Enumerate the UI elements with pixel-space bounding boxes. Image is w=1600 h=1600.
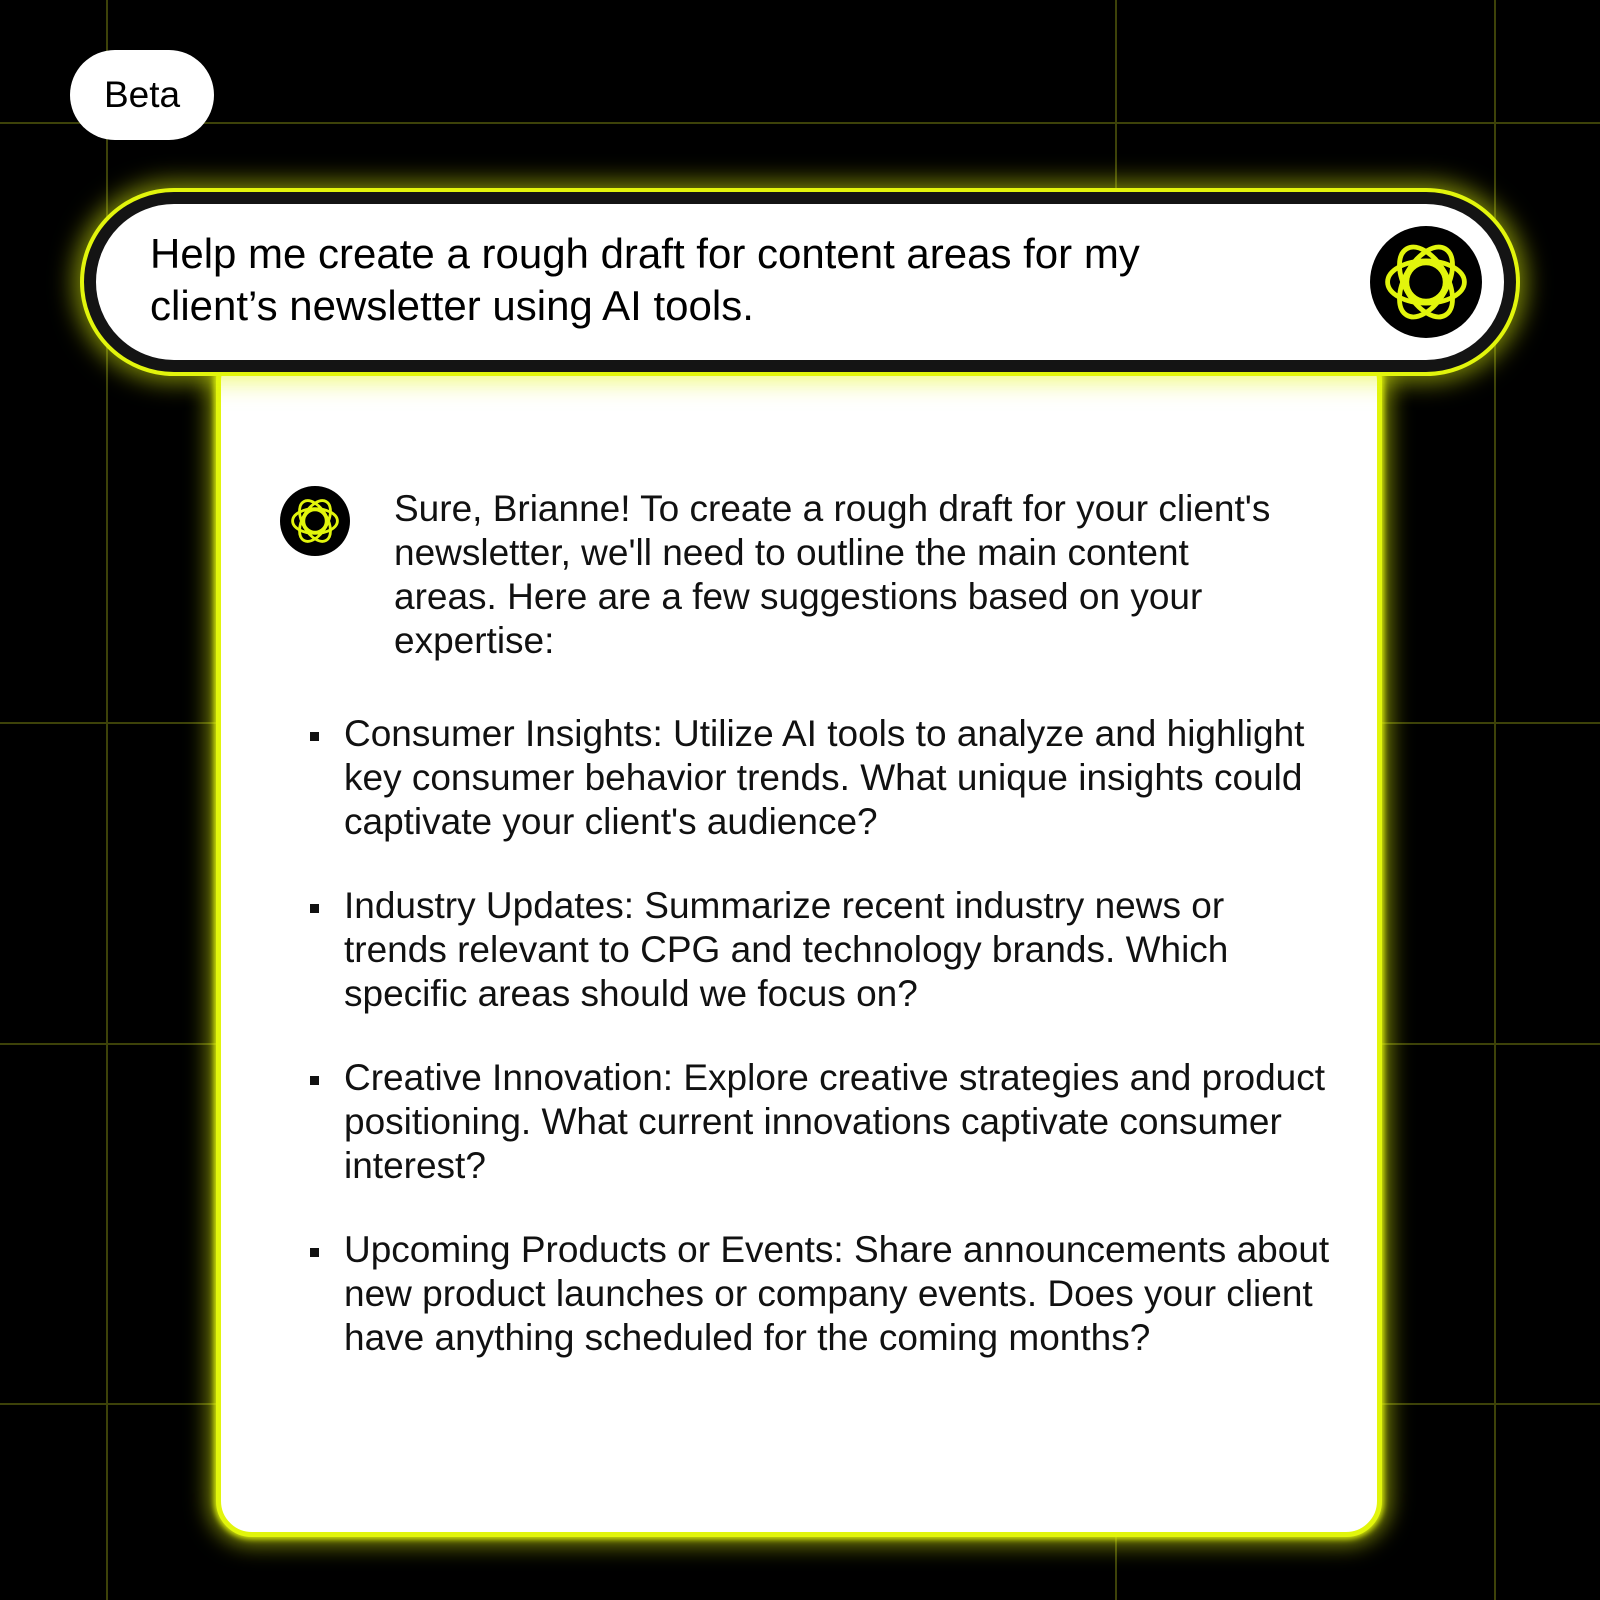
orbit-logo-icon [1378,234,1474,330]
bullet-icon [310,904,319,913]
beta-badge [70,50,214,140]
list-item [310,1228,1330,1360]
prompt-text[interactable]: Help me create a rough draft for content areas for my client’s newsletter using AI tools. [150,230,1140,329]
bullet-icon [310,1076,319,1085]
response-intro: Sure, Brianne! To create a rough draft for your client's newsletter, we'll need to outline the main content areas. Here are a few suggestions based on your expertise: [394,488,1271,661]
orbit-logo-icon [287,493,343,549]
bullet-icon [310,1248,319,1257]
ai-submit-button[interactable] [1370,226,1482,338]
ai-avatar [280,486,350,556]
suggestion-list [310,712,1330,1400]
grid-line [0,122,1600,124]
list-item-text: Industry Updates: Summarize recent industry news or trends relevant to CPG and technology brands. Which specific areas should we focus on? [344,885,1229,1014]
list-item-text: Upcoming Products or Events: Share announcements about new product launches or company events. Does your client have anything scheduled for the coming months? [344,1229,1330,1358]
list-item-text: Creative Innovation: Explore creative strategies and product positioning. What current innovations captivate consumer interest? [344,1057,1326,1186]
list-item [310,884,1330,1016]
list-item-text: Consumer Insights: Utilize AI tools to analyze and highlight key consumer behavior trends. What unique insights could captivate your client's audience? [344,713,1305,842]
bullet-icon [310,732,319,741]
beta-badge-label: Beta [103,74,181,115]
list-item [310,712,1330,844]
list-item [310,1056,1330,1188]
